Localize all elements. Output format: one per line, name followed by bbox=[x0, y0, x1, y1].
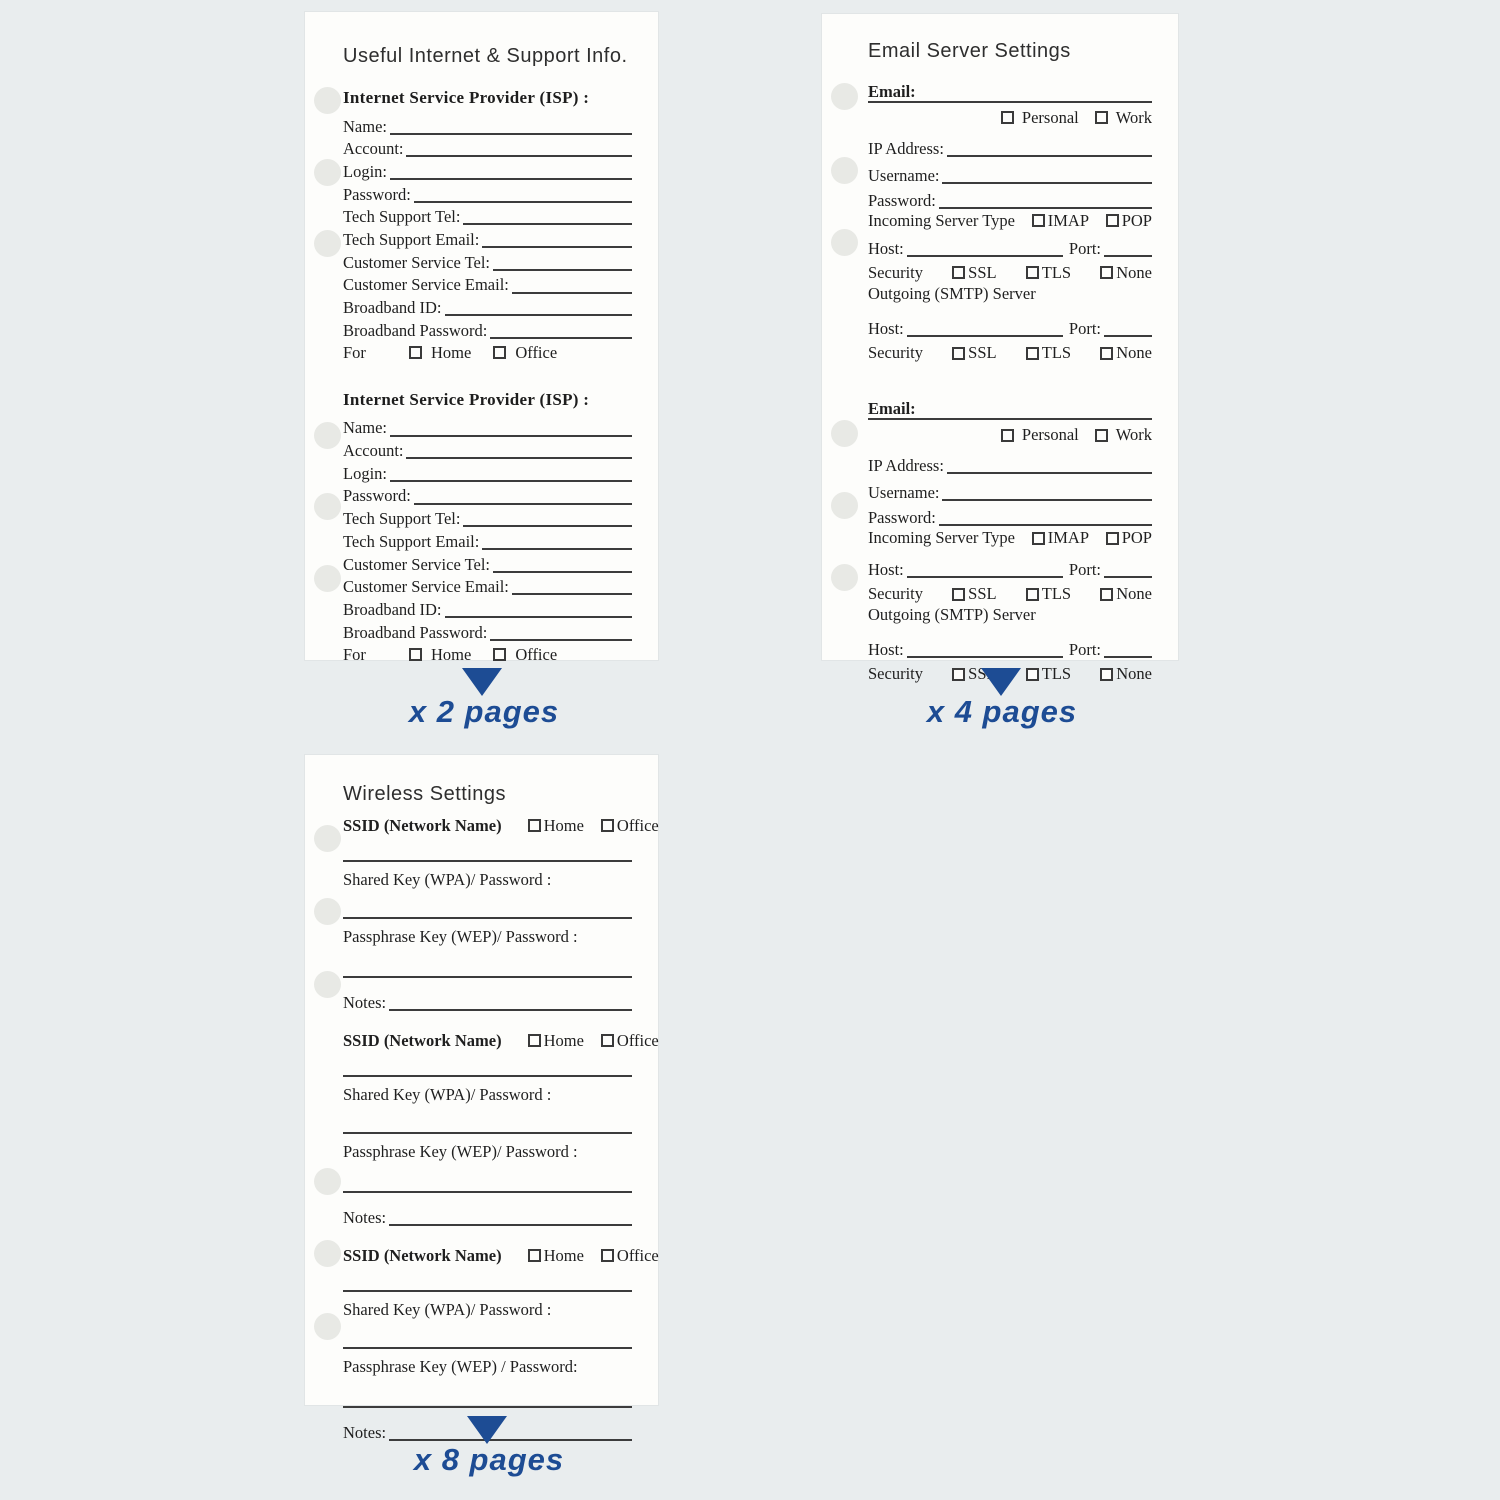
ssl-option: SSL bbox=[952, 665, 996, 683]
tls-checkbox bbox=[1026, 668, 1039, 681]
email-page-count-label: x 4 pages bbox=[926, 694, 1078, 729]
blank-line bbox=[942, 499, 1152, 501]
broadband-password-row bbox=[343, 619, 632, 642]
tech-support-tel-row bbox=[343, 204, 632, 227]
down-arrow-icon bbox=[981, 668, 1021, 696]
office-checkbox bbox=[601, 819, 614, 832]
email-account-block bbox=[868, 77, 1152, 364]
blank-line bbox=[390, 435, 632, 437]
blank-line bbox=[343, 1191, 632, 1193]
page-title: Email Server Settings bbox=[868, 40, 1071, 62]
none-checkbox bbox=[1100, 266, 1113, 279]
security-label: Security bbox=[868, 664, 923, 684]
home-checkbox bbox=[528, 1034, 541, 1047]
blank-line bbox=[1104, 656, 1152, 658]
outgoing-smtp-label: Outgoing (SMTP) Server bbox=[868, 605, 1036, 625]
ssl-checkbox bbox=[952, 668, 965, 681]
work-option: Work bbox=[1095, 109, 1152, 127]
pop-option: POP bbox=[1106, 212, 1152, 230]
home-checkbox bbox=[409, 648, 422, 661]
isp-form-page bbox=[305, 12, 658, 664]
for-label: For bbox=[343, 644, 366, 664]
field-label: Broadband ID: bbox=[343, 298, 442, 318]
field-label: Customer Service Email: bbox=[343, 577, 509, 597]
home-checkbox bbox=[409, 346, 422, 359]
ssl-checkbox bbox=[952, 347, 965, 360]
field-label: Tech Support Tel: bbox=[343, 509, 461, 529]
outgoing-smtp-label: Outgoing (SMTP) Server bbox=[868, 284, 1036, 303]
blank-line bbox=[389, 1224, 632, 1226]
ip-address-row: IP Address: bbox=[868, 451, 1152, 475]
field-label: Password: bbox=[343, 184, 411, 204]
incoming-host-row: Host: Port: bbox=[868, 555, 1152, 579]
personal-option: Personal bbox=[1001, 109, 1079, 127]
office-checkbox bbox=[493, 346, 506, 359]
home-option: Home bbox=[528, 1247, 584, 1265]
wireless-network-block bbox=[343, 813, 659, 1012]
field-label: Customer Service Email: bbox=[343, 275, 509, 295]
page-title: Wireless Settings bbox=[343, 783, 506, 805]
customer-service-email-row bbox=[343, 574, 632, 597]
tls-checkbox bbox=[1026, 588, 1039, 601]
home-checkbox bbox=[528, 819, 541, 832]
ssid-row bbox=[343, 1028, 659, 1054]
for-row bbox=[343, 343, 632, 363]
field-label: Account: bbox=[343, 139, 404, 159]
tls-option: TLS bbox=[1026, 344, 1071, 362]
none-option: None bbox=[1100, 264, 1152, 282]
ssid-row bbox=[343, 1243, 659, 1269]
incoming-security-row bbox=[868, 262, 1152, 284]
blank-line bbox=[445, 314, 632, 316]
field-label: Password: bbox=[343, 486, 411, 506]
shared-key-label: Shared Key (WPA)/ Password : bbox=[343, 1300, 552, 1319]
blank-line bbox=[907, 656, 1063, 658]
wireless-form-page bbox=[305, 755, 659, 1442]
password-row: Password: bbox=[868, 503, 1152, 527]
office-checkbox bbox=[493, 648, 506, 661]
notes-row: Notes: bbox=[343, 1418, 632, 1442]
blank-line bbox=[907, 335, 1063, 337]
blank-line bbox=[947, 472, 1152, 474]
office-option: Office bbox=[493, 646, 557, 664]
tech-support-tel-row bbox=[343, 506, 632, 529]
customer-service-email-row bbox=[343, 272, 632, 295]
blank-line bbox=[406, 155, 632, 157]
blank-line bbox=[939, 207, 1152, 209]
field-label: Broadband Password: bbox=[343, 320, 488, 340]
pop-checkbox bbox=[1106, 214, 1119, 227]
blank-line bbox=[463, 223, 632, 225]
imap-checkbox bbox=[1032, 214, 1045, 227]
blank-line bbox=[390, 480, 632, 482]
down-arrow-icon bbox=[462, 668, 502, 696]
work-option: Work bbox=[1095, 426, 1152, 444]
ip-address-row: IP Address: bbox=[868, 134, 1152, 158]
none-checkbox bbox=[1100, 588, 1113, 601]
for-row bbox=[343, 645, 632, 665]
personal-checkbox bbox=[1001, 429, 1014, 442]
email-type-row bbox=[868, 425, 1152, 445]
blank-line bbox=[343, 917, 632, 919]
tls-option: TLS bbox=[1026, 665, 1071, 683]
field-label: Customer Service Tel: bbox=[343, 554, 491, 574]
blank-line bbox=[389, 1009, 632, 1011]
blank-line bbox=[343, 1075, 632, 1077]
password-row: Password: bbox=[868, 186, 1152, 210]
office-option: Office bbox=[601, 1032, 659, 1050]
down-arrow-icon bbox=[467, 1416, 507, 1444]
broadband-password-row bbox=[343, 317, 632, 340]
tech-support-email-row bbox=[343, 226, 632, 249]
incoming-label: Incoming Server Type bbox=[868, 528, 1016, 548]
security-label: Security bbox=[868, 262, 923, 282]
home-option: Home bbox=[528, 1032, 584, 1050]
blank-line bbox=[343, 1290, 632, 1292]
personal-checkbox bbox=[1001, 111, 1014, 124]
passphrase-key-label: Passphrase Key (WEP) / Password: bbox=[343, 1357, 578, 1376]
section-heading: Internet Service Provider (ISP) : bbox=[343, 389, 590, 409]
blank-line bbox=[490, 639, 632, 641]
none-checkbox bbox=[1100, 347, 1113, 360]
security-label: Security bbox=[868, 343, 923, 363]
outgoing-security-row bbox=[868, 342, 1152, 364]
login-field-row bbox=[343, 158, 632, 181]
field-label: Name: bbox=[343, 418, 387, 438]
customer-service-tel-row bbox=[343, 551, 632, 574]
blank-line bbox=[445, 616, 632, 618]
imap-option: IMAP bbox=[1032, 212, 1089, 230]
passphrase-key-label: Passphrase Key (WEP)/ Password : bbox=[343, 927, 578, 946]
for-label: For bbox=[343, 342, 366, 362]
shared-key-label: Shared Key (WPA)/ Password : bbox=[343, 870, 552, 889]
blank-line bbox=[414, 503, 632, 505]
blank-line bbox=[493, 269, 632, 271]
blank-line bbox=[1104, 255, 1152, 257]
tech-support-email-row bbox=[343, 528, 632, 551]
field-label: Tech Support Tel: bbox=[343, 207, 461, 227]
blank-line bbox=[406, 457, 632, 459]
account-field-row bbox=[343, 438, 632, 461]
outgoing-host-row: Host: Port: bbox=[868, 635, 1152, 659]
blank-line bbox=[939, 524, 1152, 526]
blank-line bbox=[414, 201, 632, 203]
pop-option: POP bbox=[1106, 529, 1152, 547]
ssid-row bbox=[343, 813, 659, 839]
blank-line bbox=[390, 178, 632, 180]
wireless-page-count-label: x 8 pages bbox=[413, 1442, 565, 1477]
password-field-row bbox=[343, 181, 632, 204]
incoming-server-type-row bbox=[868, 210, 1152, 232]
ssid-label: SSID (Network Name) bbox=[343, 1245, 502, 1265]
blank-line bbox=[390, 133, 632, 135]
work-checkbox bbox=[1095, 429, 1108, 442]
blank-line bbox=[947, 155, 1152, 157]
blank-line bbox=[942, 182, 1152, 184]
login-field-row bbox=[343, 460, 632, 483]
security-label: Security bbox=[868, 584, 923, 604]
broadband-id-row bbox=[343, 596, 632, 619]
incoming-security-row bbox=[868, 583, 1152, 605]
field-label: Tech Support Email: bbox=[343, 229, 480, 249]
shared-key-label: Shared Key (WPA)/ Password : bbox=[343, 1085, 552, 1104]
email-type-row bbox=[868, 108, 1152, 128]
blank-line bbox=[343, 1347, 632, 1349]
work-checkbox bbox=[1095, 111, 1108, 124]
none-option: None bbox=[1100, 585, 1152, 603]
blank-line bbox=[512, 593, 632, 595]
outgoing-host-row: Host: Port: bbox=[868, 314, 1152, 338]
blank-line bbox=[482, 548, 632, 550]
email-label: Email: bbox=[868, 399, 916, 418]
blank-line bbox=[463, 525, 632, 527]
pop-checkbox bbox=[1106, 532, 1119, 545]
home-option: Home bbox=[409, 646, 471, 664]
isp-section bbox=[343, 390, 632, 665]
field-label: Broadband Password: bbox=[343, 622, 488, 642]
blank-line bbox=[343, 1406, 632, 1408]
home-option: Home bbox=[409, 344, 471, 362]
field-label: Customer Service Tel: bbox=[343, 252, 491, 272]
field-label: Login: bbox=[343, 161, 387, 181]
none-option: None bbox=[1100, 665, 1152, 683]
blank-line bbox=[512, 292, 632, 294]
ssid-label: SSID (Network Name) bbox=[343, 815, 502, 835]
blank-line bbox=[907, 255, 1063, 257]
home-checkbox bbox=[528, 1249, 541, 1262]
blank-line bbox=[1104, 576, 1152, 578]
email-field-row bbox=[868, 394, 1152, 420]
tls-option: TLS bbox=[1026, 264, 1071, 282]
imap-checkbox bbox=[1032, 532, 1045, 545]
customer-service-tel-row bbox=[343, 249, 632, 272]
broadband-id-row bbox=[343, 295, 632, 318]
office-option: Office bbox=[493, 344, 557, 362]
field-label: Tech Support Email: bbox=[343, 531, 480, 551]
incoming-host-row: Host: Port: bbox=[868, 234, 1152, 258]
isp-section bbox=[343, 88, 632, 363]
wireless-network-block bbox=[343, 1028, 659, 1227]
office-checkbox bbox=[601, 1249, 614, 1262]
blank-line bbox=[907, 576, 1063, 578]
ssl-option: SSL bbox=[952, 344, 996, 362]
blank-line bbox=[482, 246, 632, 248]
page-title: Useful Internet & Support Info. bbox=[343, 45, 628, 67]
imap-option: IMAP bbox=[1032, 529, 1089, 547]
blank-line bbox=[343, 860, 632, 862]
passphrase-key-label: Passphrase Key (WEP)/ Password : bbox=[343, 1142, 578, 1161]
field-label: Broadband ID: bbox=[343, 599, 442, 619]
office-option: Office bbox=[601, 817, 659, 835]
isp-page-count-label: x 2 pages bbox=[408, 694, 560, 729]
blank-line bbox=[490, 337, 632, 339]
notes-row: Notes: bbox=[343, 1203, 632, 1227]
blank-line bbox=[493, 571, 632, 573]
tls-checkbox bbox=[1026, 347, 1039, 360]
section-heading: Internet Service Provider (ISP) : bbox=[343, 88, 590, 107]
password-field-row bbox=[343, 483, 632, 506]
notes-row: Notes: bbox=[343, 988, 632, 1012]
username-row: Username: bbox=[868, 478, 1152, 502]
blank-line bbox=[343, 1132, 632, 1134]
email-account-block bbox=[868, 394, 1152, 685]
ssl-option: SSL bbox=[952, 585, 996, 603]
email-label: Email: bbox=[868, 81, 916, 101]
ssl-checkbox bbox=[952, 266, 965, 279]
field-label: Login: bbox=[343, 463, 387, 483]
wireless-network-block bbox=[343, 1243, 659, 1442]
personal-option: Personal bbox=[1001, 426, 1079, 444]
account-field-row bbox=[343, 136, 632, 159]
ssl-checkbox bbox=[952, 588, 965, 601]
username-row: Username: bbox=[868, 161, 1152, 185]
field-label: Name: bbox=[343, 116, 387, 136]
ssid-label: SSID (Network Name) bbox=[343, 1030, 502, 1050]
none-checkbox bbox=[1100, 668, 1113, 681]
tls-checkbox bbox=[1026, 266, 1039, 279]
name-field-row bbox=[343, 113, 632, 136]
ssl-option: SSL bbox=[952, 264, 996, 282]
blank-line bbox=[389, 1439, 632, 1441]
home-option: Home bbox=[528, 817, 584, 835]
incoming-server-type-row bbox=[868, 527, 1152, 549]
blank-line bbox=[1104, 335, 1152, 337]
office-option: Office bbox=[601, 1247, 659, 1265]
tls-option: TLS bbox=[1026, 585, 1071, 603]
email-field-row bbox=[868, 77, 1152, 103]
office-checkbox bbox=[601, 1034, 614, 1047]
none-option: None bbox=[1100, 344, 1152, 362]
name-field-row bbox=[343, 415, 632, 438]
blank-line bbox=[343, 976, 632, 978]
email-form-page bbox=[822, 14, 1178, 684]
field-label: Account: bbox=[343, 441, 404, 461]
incoming-label: Incoming Server Type bbox=[868, 210, 1016, 230]
